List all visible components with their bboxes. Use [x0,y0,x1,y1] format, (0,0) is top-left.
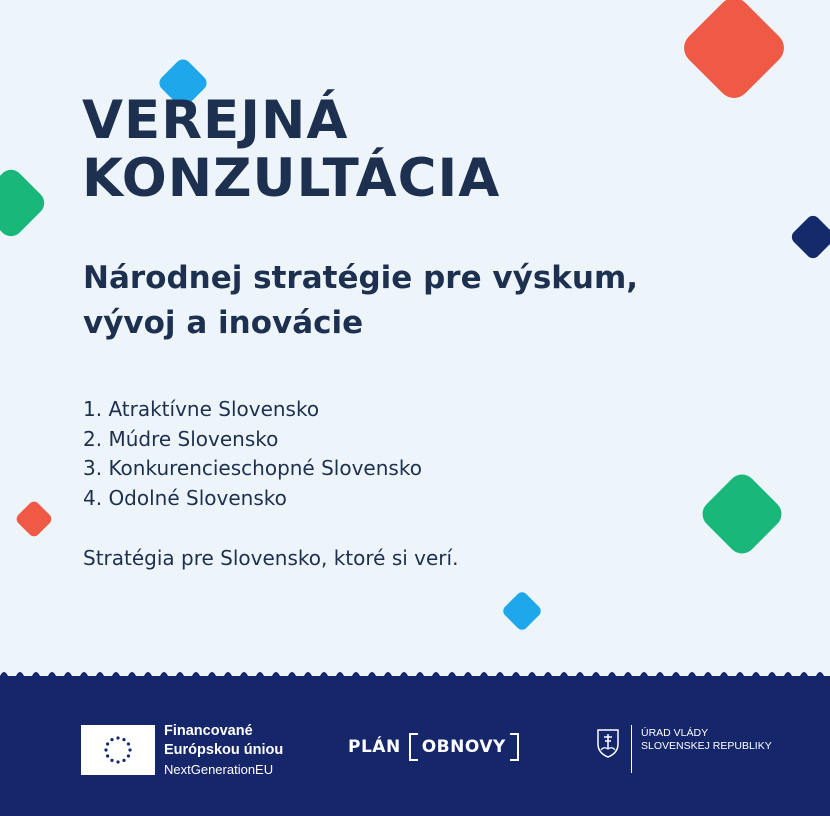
decorative-diamond-navy [789,213,830,261]
logo-divider [631,725,632,773]
government-office-label [641,727,772,753]
slovak-crest-icon [596,728,620,758]
right-bracket-icon [510,733,519,761]
page-subtitle [83,256,763,346]
obnovy-word: OBNOVY [421,737,506,757]
eu-line-3: NextGenerationEU [164,762,274,777]
subtitle-line-2: vývoj a inovácie [83,305,364,341]
eu-flag-icon [81,725,155,775]
list-item: 2. Múdre Slovensko [83,426,279,451]
list-item: 3. Konkurencieschopné Slovensko [83,456,422,480]
pillars-list [83,395,422,513]
tagline: Stratégia pre Slovensko, ktoré si verí. [83,546,459,570]
plan-word: PLÁN [348,737,401,757]
plan-obnovy-logo [348,733,519,761]
page-title [82,92,500,208]
decorative-diamond-red-small [14,499,54,539]
gov-line-2: SLOVENSKEJ REPUBLIKY [641,740,772,752]
eu-line-1: Financované [164,723,253,739]
list-item: 4. Odolné Slovensko [83,485,287,510]
left-bracket-icon [409,733,418,761]
eu-funding-label [164,722,283,780]
decorative-diamond-green-large [697,469,788,560]
decorative-diamond-green [0,165,49,241]
title-line-1: VEREJNÁ [82,90,349,151]
eu-line-2: Európskou úniou [164,742,284,758]
decorative-diamond-blue-small [501,590,543,632]
subtitle-line-1: Národnej stratégie pre výskum, [83,260,639,296]
list-item: 1. Atraktívne Slovensko [83,397,320,421]
decorative-diamond-red [677,0,790,105]
gov-line-1: ÚRAD VLÁDY [641,727,709,739]
title-line-2: KONZULTÁCIA [82,148,501,209]
